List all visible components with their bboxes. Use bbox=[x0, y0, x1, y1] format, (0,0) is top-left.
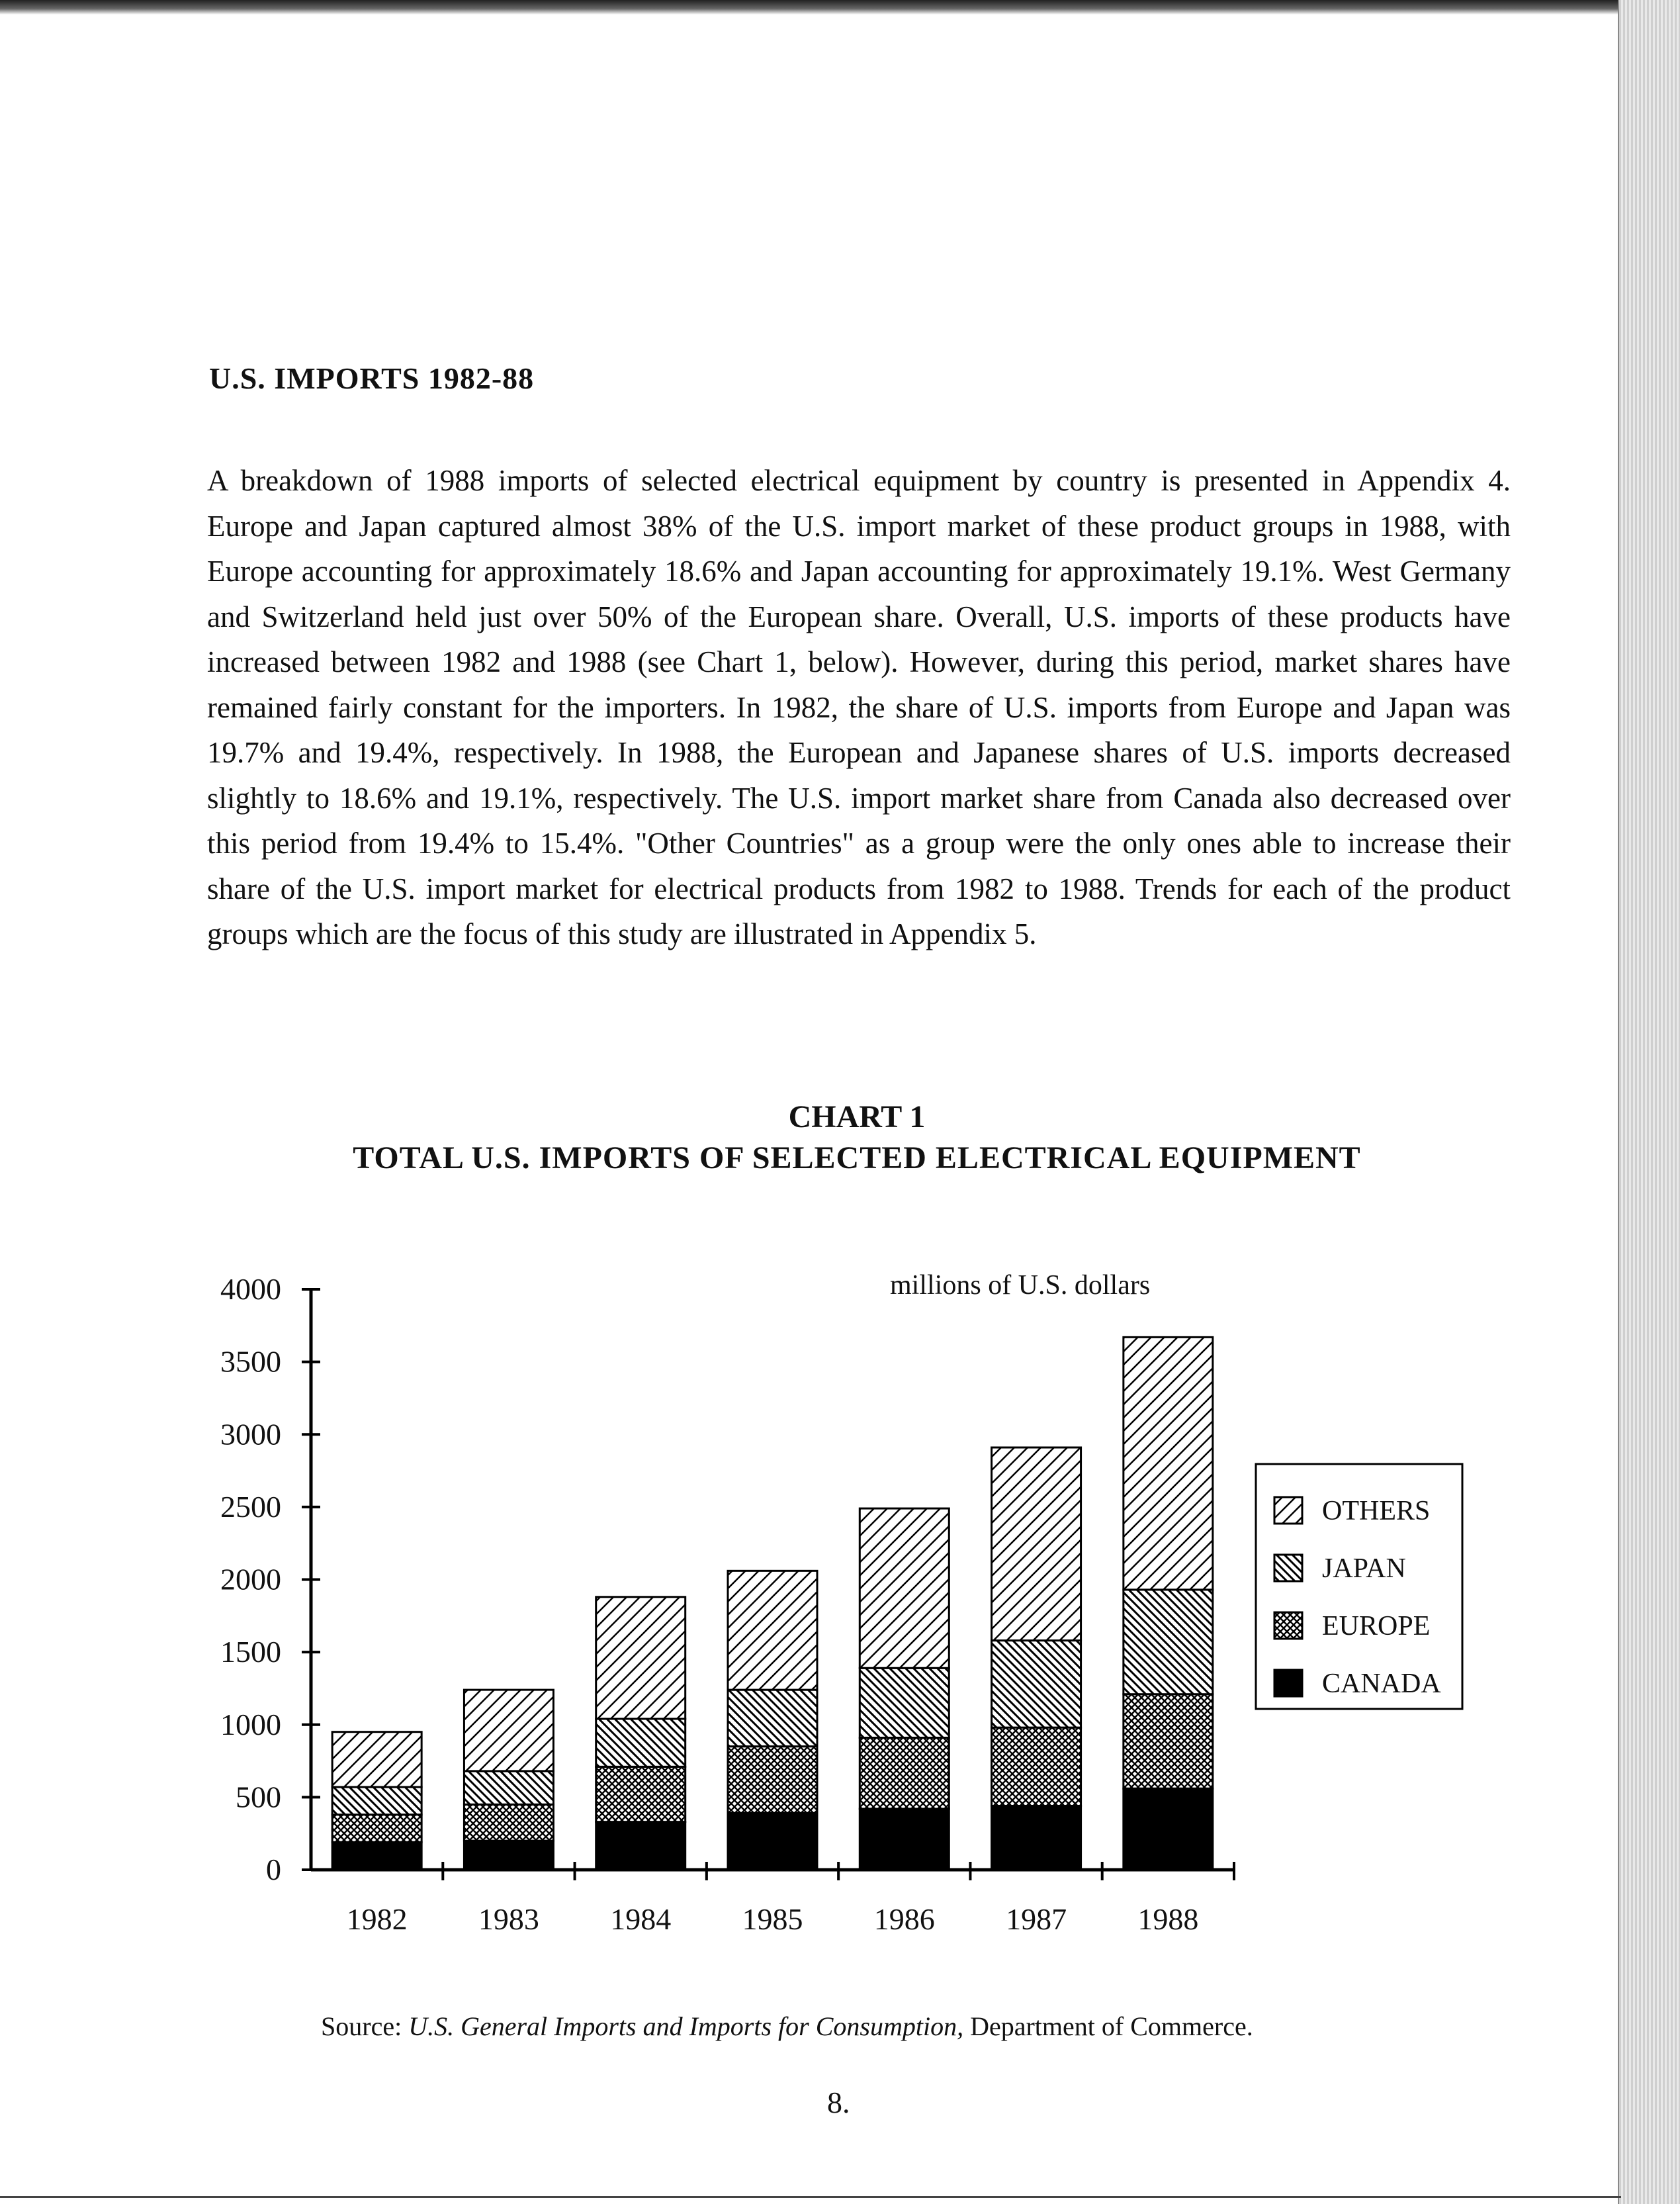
y-tick-label: 3000 bbox=[220, 1417, 281, 1451]
legend-swatch-europe bbox=[1274, 1612, 1302, 1639]
bar-others-1982 bbox=[332, 1732, 421, 1787]
legend-swatch-canada bbox=[1274, 1670, 1302, 1696]
bar-japan-1988 bbox=[1124, 1590, 1213, 1694]
bar-others-1983 bbox=[464, 1690, 553, 1771]
legend-label-japan: JAPAN bbox=[1322, 1553, 1406, 1584]
bar-europe-1985 bbox=[728, 1747, 817, 1814]
x-tick-label: 1986 bbox=[873, 1902, 935, 1936]
bar-europe-1983 bbox=[464, 1804, 553, 1841]
legend-label-canada: CANADA bbox=[1322, 1669, 1441, 1699]
legend-label-others: OTHERS bbox=[1322, 1496, 1431, 1526]
bar-europe-1984 bbox=[596, 1767, 685, 1821]
bar-europe-1987 bbox=[992, 1727, 1081, 1806]
x-tick-label: 1987 bbox=[1006, 1902, 1067, 1936]
bar-europe-1982 bbox=[332, 1815, 421, 1843]
y-tick-label: 2500 bbox=[220, 1489, 281, 1524]
body-paragraph: A breakdown of 1988 imports of selected electrical equipment by country is presented in Appendix 4. Europe and Japan captured almost 38% of the U.S. import market of these product groups in 1988, with Europe accounting for approximately 18.6% and Japan accounting for approximately 19.1%. West Germany and Switzerland held just over 50% of the European share. Overall, U.S. imports of these products have increased between 1982 and 1988 (see Chart 1, below). However, during this period, market shares have remained fairly constant for the importers. In 1982, the share of U.S. imports from Europe and Japan was 19.7% and 19.4%, respectively. In 1988, the European and Japanese shares of U.S. imports decreased slightly to 18.6% and 19.1%, respectively. The U.S. import market share from Canada also decreased over this period from 19.4% to 15.4%. "Other Countries" as a group were the only ones able to increase their share of the U.S. import market for electrical products from 1982 to 1988. Trends for each of the product groups which are the focus of this study are illustrated in Appendix 5. bbox=[207, 464, 1511, 950]
bar-others-1987 bbox=[992, 1447, 1081, 1641]
bar-japan-1985 bbox=[728, 1690, 817, 1747]
legend-swatch-japan bbox=[1274, 1555, 1302, 1581]
chart-title: CHART 1 bbox=[788, 1099, 926, 1134]
bar-japan-1982 bbox=[332, 1787, 421, 1815]
legend-swatch-others bbox=[1274, 1497, 1302, 1524]
y-tick-label: 0 bbox=[266, 1853, 281, 1886]
bar-japan-1983 bbox=[464, 1771, 553, 1804]
y-tick-label: 2000 bbox=[220, 1562, 281, 1596]
bar-others-1985 bbox=[728, 1571, 817, 1690]
source-suffix: Department of Commerce. bbox=[963, 2011, 1253, 2041]
source-title: U.S. General Imports and Imports for Consumption, bbox=[408, 2011, 964, 2041]
bar-europe-1986 bbox=[860, 1737, 949, 1808]
bar-canada-1988 bbox=[1124, 1788, 1213, 1870]
bar-canada-1987 bbox=[992, 1806, 1081, 1870]
bar-canada-1985 bbox=[728, 1813, 817, 1870]
legend-label-europe: EUROPE bbox=[1322, 1611, 1431, 1641]
x-tick-label: 1985 bbox=[742, 1902, 803, 1936]
bar-others-1988 bbox=[1124, 1337, 1213, 1589]
y-tick-label: 1000 bbox=[220, 1707, 281, 1741]
source-prefix: Source: bbox=[321, 2011, 409, 2041]
unit-label: millions of U.S. dollars bbox=[890, 1270, 1151, 1301]
chart-subtitle: TOTAL U.S. IMPORTS OF SELECTED ELECTRICAL EQUIPMENT bbox=[353, 1140, 1361, 1175]
bar-canada-1986 bbox=[860, 1809, 949, 1870]
x-tick-label: 1984 bbox=[610, 1902, 672, 1936]
x-tick-label: 1988 bbox=[1137, 1902, 1199, 1936]
bar-japan-1984 bbox=[596, 1719, 685, 1767]
x-tick-label: 1982 bbox=[346, 1902, 408, 1936]
x-tick-label: 1983 bbox=[478, 1902, 539, 1936]
bar-europe-1988 bbox=[1124, 1694, 1213, 1789]
bar-others-1986 bbox=[860, 1508, 949, 1668]
section-heading: U.S. IMPORTS 1982-88 bbox=[209, 361, 535, 395]
bar-japan-1986 bbox=[860, 1668, 949, 1737]
y-tick-label: 1500 bbox=[220, 1635, 281, 1669]
bar-canada-1984 bbox=[596, 1822, 685, 1870]
y-tick-label: 4000 bbox=[220, 1272, 281, 1306]
bar-others-1984 bbox=[596, 1597, 685, 1719]
y-tick-label: 3500 bbox=[220, 1344, 281, 1379]
y-tick-label: 500 bbox=[236, 1780, 281, 1814]
source-note bbox=[321, 2011, 1253, 2042]
bar-canada-1983 bbox=[464, 1841, 553, 1870]
bar-canada-1982 bbox=[332, 1842, 421, 1870]
page-number: 8. bbox=[827, 2086, 850, 2119]
bar-japan-1987 bbox=[992, 1641, 1081, 1728]
